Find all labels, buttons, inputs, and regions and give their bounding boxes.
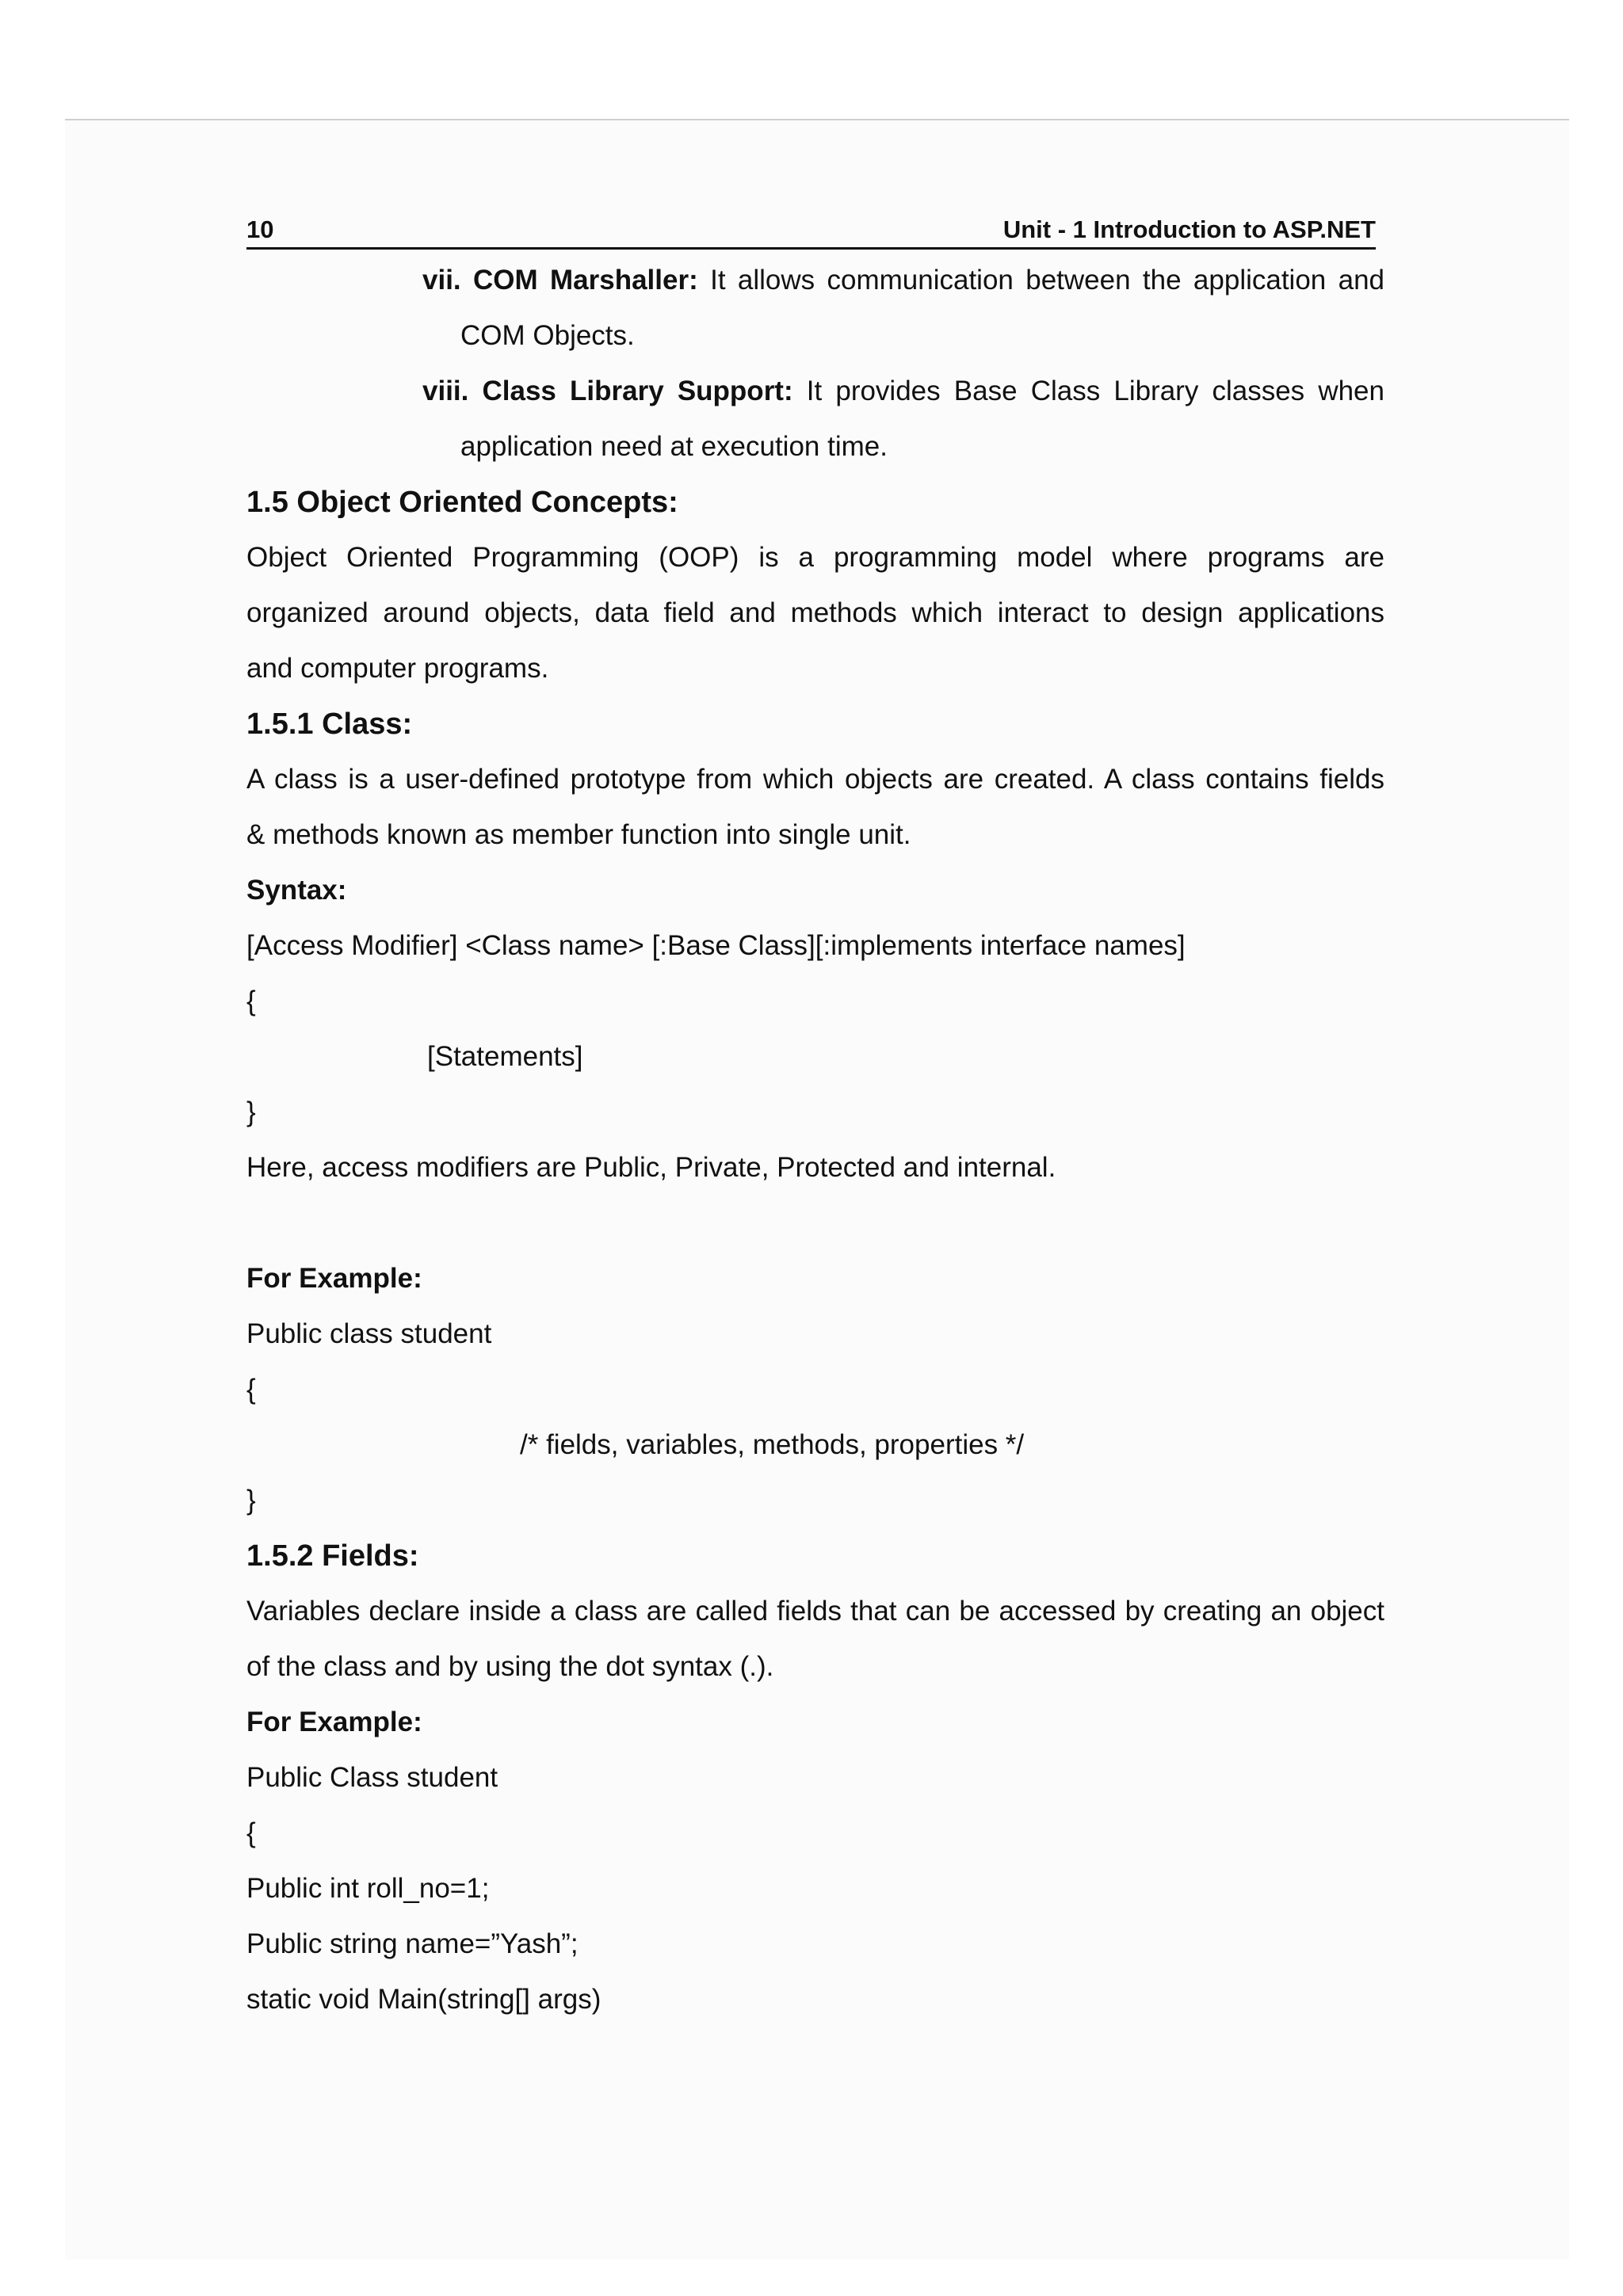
- paragraph-class-line-2: & methods known as member function into single unit.: [246, 819, 911, 850]
- paragraph-oop-line-2: organized around objects, data field and methods which interact to design applications: [246, 597, 1384, 628]
- syntax-label: Syntax:: [246, 875, 347, 906]
- syntax-statements: [Statements]: [427, 1041, 583, 1072]
- page-number: 10: [246, 215, 274, 243]
- list-item-viii-continuation: application need at execution time.: [460, 431, 888, 462]
- paragraph-oop-line-3: and computer programs.: [246, 653, 549, 684]
- example-brace-open: {: [246, 1374, 256, 1405]
- example-label-fields: For Example:: [246, 1707, 422, 1737]
- code-line: {: [246, 1817, 256, 1848]
- list-item-vii-continuation: COM Objects.: [460, 320, 635, 351]
- unit-title: Unit - 1 Introduction to ASP.NET: [1002, 215, 1376, 243]
- example-label-class: For Example:: [246, 1263, 422, 1294]
- list-item-viii-text: It provides Base Class Library classes when: [792, 376, 1384, 406]
- section-heading-1-5: 1.5 Object Oriented Concepts:: [246, 486, 678, 519]
- syntax-brace-close: }: [246, 1097, 256, 1127]
- list-item-viii: [422, 364, 1384, 419]
- syntax-brace-open: {: [246, 986, 256, 1016]
- code-line: static void Main(string[] args): [246, 1984, 601, 2015]
- list-item-vii-title: vii. COM Marshaller:: [422, 265, 698, 296]
- paragraph-fields-line-2: of the class and by using the dot syntax (.).: [246, 1651, 774, 1682]
- syntax-line: [Access Modifier] <Class name> [:Base Class][:implements interface names]: [246, 930, 1186, 961]
- list-item-vii: [422, 253, 1384, 308]
- code-line: Public int roll_no=1;: [246, 1873, 490, 1904]
- code-line: Public Class student: [246, 1762, 498, 1793]
- document-page: [246, 212, 1384, 2027]
- example-brace-close: }: [246, 1485, 256, 1516]
- paragraph-class-line-1: A class is a user-defined prototype from which objects are created. A class contains fields: [246, 764, 1384, 795]
- section-heading-1-5-1: 1.5.1 Class:: [246, 707, 413, 741]
- example-class-line: Public class student: [246, 1318, 492, 1349]
- access-modifier-note: Here, access modifiers are Public, Private, Protected and internal.: [246, 1152, 1056, 1183]
- section-heading-1-5-2: 1.5.2 Fields:: [246, 1539, 419, 1573]
- paragraph-fields-line-1: Variables declare inside a class are called fields that can be accessed by creating an object: [246, 1596, 1384, 1627]
- example-comment: /* fields, variables, methods, properties */: [520, 1429, 1025, 1460]
- spacer: [246, 1196, 1384, 1251]
- paragraph-oop-line-1: Object Oriented Programming (OOP) is a programming model where programs are: [246, 542, 1384, 573]
- code-line: Public string name=”Yash”;: [246, 1928, 579, 1959]
- list-item-viii-title: viii. Class Library Support:: [422, 376, 793, 406]
- page-header: [246, 212, 1376, 250]
- list-item-vii-text: It allows communication between the application and: [697, 265, 1385, 296]
